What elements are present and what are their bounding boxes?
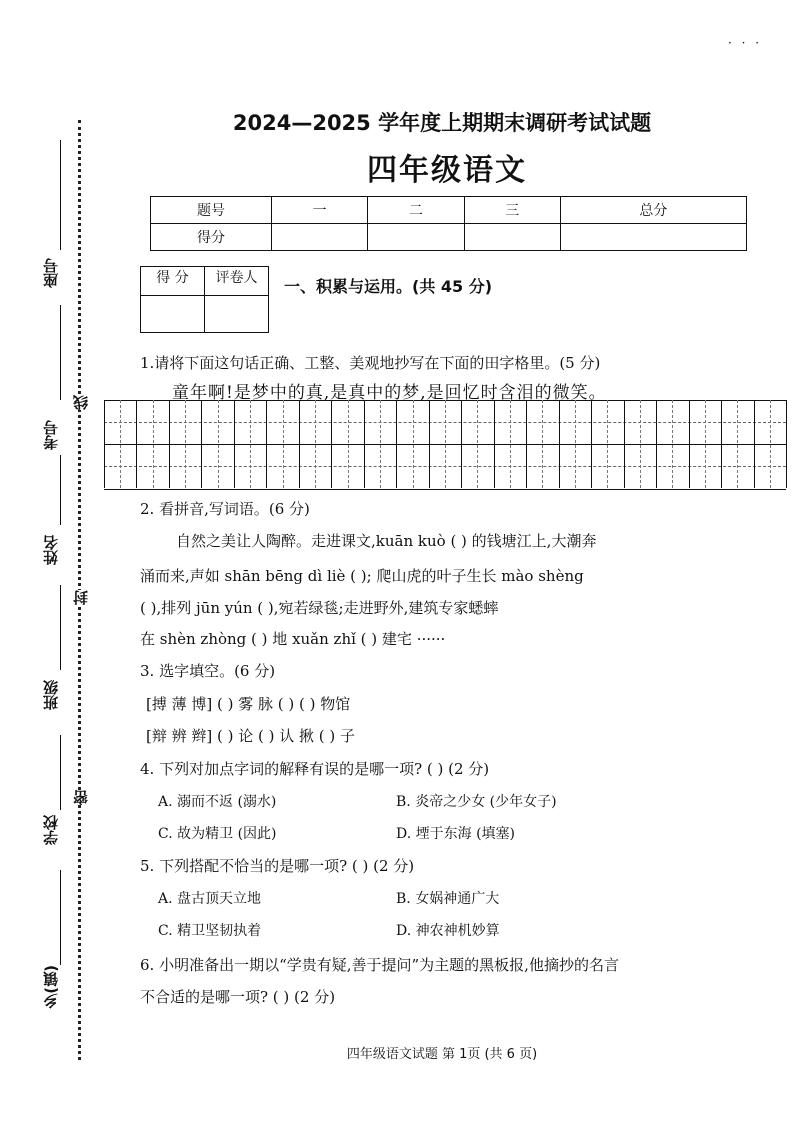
grid-cell-midline: [185, 400, 186, 488]
q2-line-1: 自然之美让人陶醉。走进课文,kuān kuò ( ) 的钱塘江上,大潮奔: [176, 532, 597, 550]
q1-prompt: 1.请将下面这句话正确、工整、美观地抄写在下面的田字格里。(5 分): [140, 354, 601, 372]
grid-cell-border: [494, 400, 495, 488]
score-table: [150, 196, 747, 251]
grid-cell-midline: [477, 400, 478, 488]
grid-cell-border: [104, 400, 105, 488]
q5-option-c[interactable]: C. 精卫坚韧执着: [158, 923, 262, 939]
grid-cell-border: [526, 400, 527, 488]
seal-feng-char: 封: [72, 590, 90, 605]
town-blank-line[interactable]: [60, 870, 62, 965]
grader-name-cell[interactable]: [205, 296, 269, 333]
seal-mi-char: 密: [72, 790, 90, 805]
q4-prompt: 4. 下列对加点字词的解释有误的是哪一项? ( ) (2 分): [140, 760, 490, 778]
grid-cell-border: [234, 400, 235, 488]
score-row-label: 得分: [151, 224, 272, 251]
grid-cell-midline: [445, 400, 446, 488]
q3-prompt: 3. 选字填空。(6 分): [140, 662, 276, 680]
grid-cell-border: [689, 400, 690, 488]
grader-score-label: 得 分: [141, 267, 205, 296]
score-table-score-row: [151, 224, 747, 251]
q4-option-d[interactable]: D. 堙于东海 (填塞): [396, 826, 515, 842]
grid-cell-midline: [737, 400, 738, 488]
score-cell-section1[interactable]: [272, 224, 368, 251]
q2-line-4: 在 shèn zhòng ( ) 地 xuǎn zhǐ ( ) 建宅 ······: [140, 630, 446, 648]
q2-prompt: 2. 看拼音,写词语。(6 分): [140, 500, 310, 518]
grid-cell-border: [266, 400, 267, 488]
grid-cell-border: [559, 400, 560, 488]
grid-cell-midline: [120, 400, 121, 488]
q6-line-2: 不合适的是哪一项? ( ) (2 分): [140, 988, 336, 1006]
score-table-cell: 一: [272, 197, 368, 224]
grid-cell-midline: [542, 400, 543, 488]
grid-cell-border: [201, 400, 202, 488]
q5-option-a[interactable]: A. 盘古顶天立地: [158, 891, 262, 907]
school-label: 学校: [42, 815, 60, 845]
grid-cell-midline: [575, 400, 576, 488]
grid-cell-border: [786, 400, 787, 488]
class-label: 班级: [42, 680, 60, 710]
town-label: 乡(镇): [42, 965, 60, 1009]
score-table-cell: 题号: [151, 197, 272, 224]
page-footer: 四年级语文试题 第 1页 (共 6 页): [346, 1047, 538, 1062]
grid-cell-border: [721, 400, 722, 488]
q5-option-d[interactable]: D. 神农神机妙算: [396, 923, 500, 939]
q4-option-b[interactable]: B. 炎帝之少女 (少年女子): [396, 794, 557, 810]
grid-cell-midline: [413, 400, 414, 488]
grid-cell-midline: [705, 400, 706, 488]
name-blank-line[interactable]: [60, 455, 62, 525]
q5-prompt: 5. 下列搭配不恰当的是哪一项? ( ) (2 分): [140, 857, 415, 875]
seal-line-char: 线: [72, 395, 90, 410]
grid-cell-midline: [348, 400, 349, 488]
tianzige-grid[interactable]: [104, 400, 786, 488]
q4-option-a[interactable]: A. 溺而不返 (溺水): [158, 794, 277, 810]
grid-cell-border: [754, 400, 755, 488]
name-label: 姓名: [42, 535, 60, 565]
section1-title: 一、积累与运用。(共 45 分): [284, 277, 493, 296]
grid-cell-border: [429, 400, 430, 488]
score-table-header-row: [151, 197, 747, 224]
grid-cell-midline: [315, 400, 316, 488]
grid-cell-border: [624, 400, 625, 488]
q4-option-c[interactable]: C. 故为精卫 (因此): [158, 826, 277, 842]
score-cell-section2[interactable]: [368, 224, 464, 251]
grid-cell-midline: [640, 400, 641, 488]
score-table-cell: 总分: [560, 197, 746, 224]
grid-cell-midline: [672, 400, 673, 488]
grader-score-cell[interactable]: [141, 296, 205, 333]
q6-line-1: 6. 小明准备出一期以“学贵有疑,善于提问”为主题的黑板报,他摘抄的名言: [140, 956, 619, 974]
q1-sentence: 童年啊!是梦中的真,是真中的梦,是回忆时含泪的微笑。: [172, 383, 607, 403]
q2-line-2: 涌而来,声如 shān bēng dì liè ( ); 爬山虎的叶子生长 mào shèng: [140, 567, 584, 585]
grid-cell-border: [299, 400, 300, 488]
grid-cell-midline: [770, 400, 771, 488]
grid-cell-border: [656, 400, 657, 488]
q3-row-1: [搏 薄 博] ( ) 雾 脉 ( ) ( ) 物馆: [146, 695, 351, 713]
exam-no-blank-line[interactable]: [60, 305, 62, 400]
q3-row-2: [辩 辨 辫] ( ) 论 ( ) 认 揪 ( ) 子: [146, 727, 356, 745]
grid-cell-midline: [153, 400, 154, 488]
subject-title: 四年级语文: [367, 153, 527, 188]
seat-label: 座号: [42, 258, 60, 288]
grid-cell-midline: [510, 400, 511, 488]
grid-cell-midline: [218, 400, 219, 488]
grader-name-label: 评卷人: [205, 267, 269, 296]
score-cell-total[interactable]: [560, 224, 746, 251]
q5-option-b[interactable]: B. 女娲神通广大: [396, 891, 500, 907]
class-blank-line[interactable]: [60, 585, 62, 670]
exam-no-label: 考号: [42, 420, 60, 450]
score-cell-section3[interactable]: [464, 224, 560, 251]
grader-table: [140, 266, 269, 333]
score-table-cell: 二: [368, 197, 464, 224]
exam-title: 2024—2025 学年度上期期末调研考试试题: [232, 111, 652, 135]
grid-cell-border: [136, 400, 137, 488]
grid-cell-border: [591, 400, 592, 488]
grid-cell-border: [169, 400, 170, 488]
grid-cell-border: [331, 400, 332, 488]
q2-line-3: ( ),排列 jūn yún ( ),宛若绿毯;走进野外,建筑专家蟋蟀: [140, 599, 499, 617]
scan-speck-marks: · · ·: [728, 36, 763, 50]
grid-cell-border: [396, 400, 397, 488]
grid-cell-midline: [607, 400, 608, 488]
school-blank-line[interactable]: [60, 735, 62, 810]
grid-cell-border: [461, 400, 462, 488]
grid-cell-midline: [283, 400, 284, 488]
score-table-cell: 三: [464, 197, 560, 224]
grid-cell-border: [364, 400, 365, 488]
grid-cell-midline: [250, 400, 251, 488]
grid-cell-midline: [380, 400, 381, 488]
